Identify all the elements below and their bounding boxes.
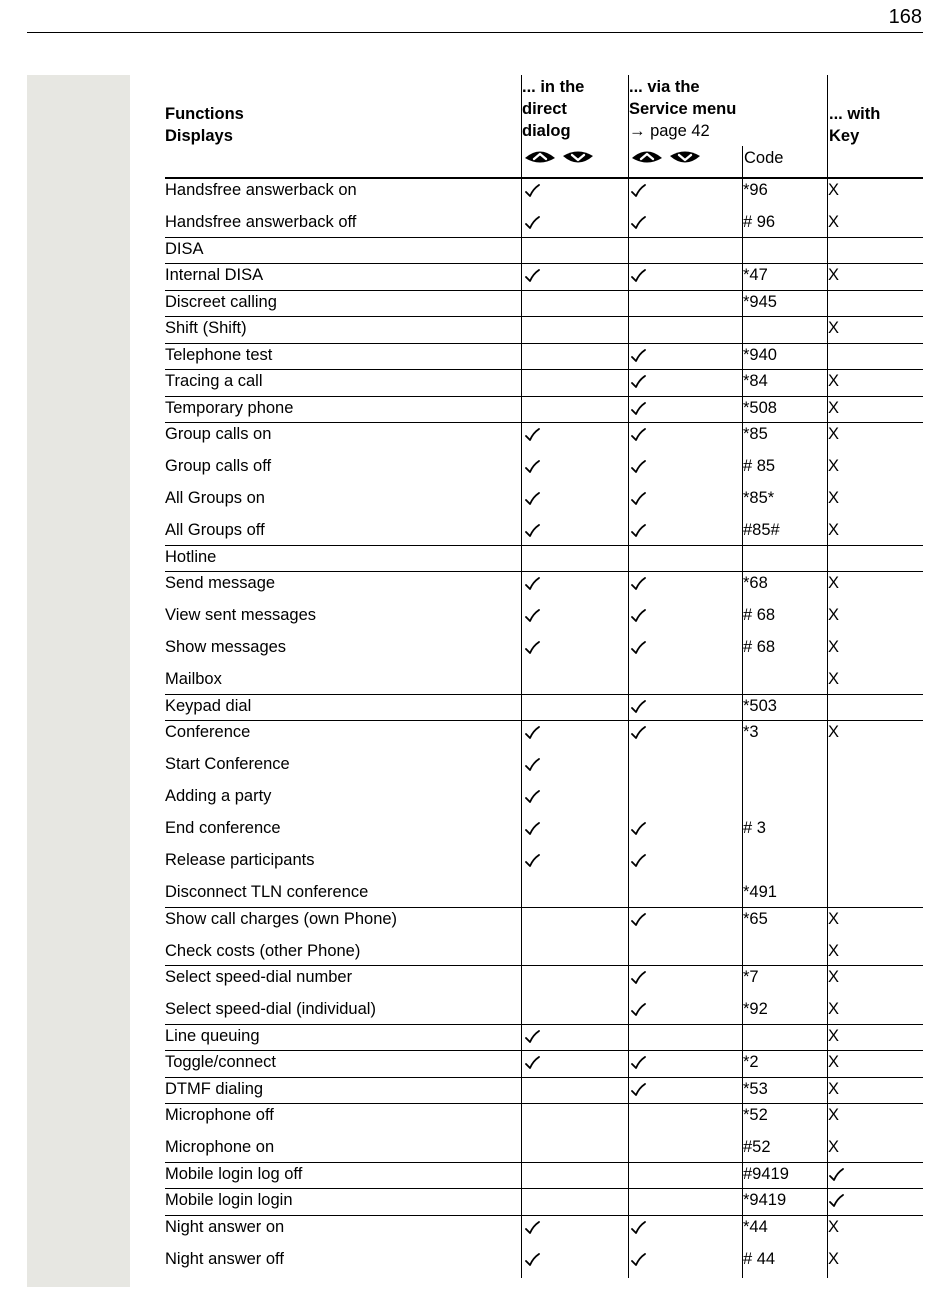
- check-mark-icon: [630, 726, 646, 740]
- table-row: [165, 317, 923, 344]
- check-mark-icon: [630, 700, 646, 714]
- table-row: [165, 753, 923, 785]
- code-value: *508: [743, 398, 777, 417]
- check-mark-icon: [630, 375, 646, 389]
- side-panel: [27, 75, 130, 1287]
- key-value: X: [828, 968, 840, 986]
- function-label: Mailbox: [165, 670, 222, 688]
- function-label: Disconnect TLN conference: [165, 883, 369, 901]
- service-menu-check: [630, 1253, 646, 1267]
- table-row: [165, 668, 923, 695]
- table-row: [165, 1051, 923, 1078]
- direct-dialog-check: [524, 609, 540, 623]
- check-mark-icon: [524, 577, 540, 591]
- key-value: X: [828, 425, 840, 443]
- code-value: #9419: [743, 1164, 789, 1183]
- table-row: [165, 1078, 923, 1105]
- code-value: *68: [743, 574, 768, 592]
- direct-dialog-check: [524, 790, 540, 804]
- header-direct-line2: direct: [522, 100, 567, 118]
- check-mark-icon: [630, 524, 646, 538]
- code-value: *92: [743, 1000, 768, 1018]
- service-menu-check: [630, 971, 646, 985]
- code-value: # 44: [743, 1249, 776, 1268]
- direct-dialog-check: [524, 460, 540, 474]
- check-mark-icon: [524, 524, 540, 538]
- function-label: Handsfree answerback on: [165, 181, 357, 199]
- direct-dialog-check: [524, 269, 540, 283]
- check-mark-icon: [630, 609, 646, 623]
- check-mark-icon: [630, 402, 646, 416]
- service-menu-check: [630, 1056, 646, 1070]
- nav-down-key-icon: [669, 147, 701, 167]
- direct-dialog-check: [524, 524, 540, 538]
- function-label: Conference: [165, 723, 251, 741]
- function-table-body: [165, 179, 923, 1280]
- check-mark-icon: [524, 758, 540, 772]
- header-direct-line3: dialog: [522, 122, 571, 140]
- check-mark-icon: [630, 1083, 646, 1097]
- service-menu-check: [630, 822, 646, 836]
- key-value: X: [828, 1138, 840, 1156]
- code-value: *7: [743, 968, 759, 986]
- service-menu-check: [630, 524, 646, 538]
- table-row: [165, 519, 923, 546]
- function-label: Select speed-dial (individual): [165, 1000, 376, 1018]
- function-label: Release participants: [165, 851, 315, 869]
- check-mark-icon: [524, 790, 540, 804]
- check-mark-icon: [524, 854, 540, 868]
- check-mark-icon: [524, 609, 540, 623]
- table-row: [165, 604, 923, 636]
- service-menu-check: [630, 428, 646, 442]
- page-number: 168: [888, 6, 922, 28]
- table-row: [165, 1216, 923, 1248]
- check-mark-icon: [630, 1221, 646, 1235]
- key-value: X: [828, 1106, 840, 1124]
- function-label: Group calls on: [165, 425, 272, 443]
- header-functions-line1: Functions: [165, 105, 244, 123]
- key-value: X: [828, 266, 840, 284]
- header-direct-dialog: [522, 76, 584, 142]
- key-value: X: [828, 638, 840, 656]
- table-row: [165, 1189, 923, 1216]
- key-value: X: [828, 941, 840, 960]
- direct-dialog-check: [524, 854, 540, 868]
- table-row: [165, 636, 923, 668]
- code-value: #52: [743, 1138, 771, 1156]
- check-mark-icon: [524, 269, 540, 283]
- table-row: [165, 998, 923, 1025]
- function-label: Keypad dial: [165, 696, 252, 715]
- table-row: [165, 546, 923, 573]
- check-mark-icon: [524, 428, 540, 442]
- table-row: [165, 849, 923, 881]
- function-label: Handsfree answerback off: [165, 213, 357, 231]
- table-row: [165, 940, 923, 967]
- direct-dialog-check: [524, 1253, 540, 1267]
- table-row: [165, 572, 923, 604]
- service-menu-check: [630, 854, 646, 868]
- check-mark-icon: [630, 184, 646, 198]
- code-value: *945: [743, 292, 777, 311]
- code-value: *503: [743, 696, 777, 715]
- table-row: [165, 908, 923, 940]
- service-menu-check: [630, 700, 646, 714]
- key-value: X: [828, 319, 840, 337]
- table-row: [165, 695, 923, 722]
- function-label: Night answer on: [165, 1217, 285, 1236]
- function-label: Microphone on: [165, 1138, 275, 1156]
- function-label: Mobile login log off: [165, 1164, 303, 1183]
- direct-dialog-check: [524, 216, 540, 230]
- table-row: [165, 423, 923, 455]
- direct-dialog-check: [524, 1221, 540, 1235]
- function-label: Microphone off: [165, 1106, 274, 1124]
- check-mark-icon: [630, 854, 646, 868]
- check-mark-icon: [524, 216, 540, 230]
- check-mark-icon: [524, 1056, 540, 1070]
- code-value: # 68: [743, 638, 776, 656]
- direct-dialog-check: [524, 492, 540, 506]
- code-value: *65: [743, 909, 768, 928]
- direct-dialog-check: [524, 726, 540, 740]
- header-direct-line1: ... in the: [522, 78, 585, 96]
- table-row: [165, 291, 923, 318]
- code-value: # 68: [743, 606, 776, 624]
- key-value: X: [828, 1217, 840, 1236]
- key-value: X: [828, 1079, 840, 1098]
- check-mark-icon: [524, 1221, 540, 1235]
- table-row: [165, 179, 923, 211]
- table-row: [165, 397, 923, 424]
- table-row: [165, 1025, 923, 1052]
- table-row: [165, 211, 923, 238]
- key-check: [828, 1194, 844, 1208]
- service-menu-check: [630, 492, 646, 506]
- service-menu-check: [630, 1003, 646, 1017]
- check-mark-icon: [524, 1030, 540, 1044]
- function-label: Send message: [165, 574, 276, 592]
- table-row: [165, 344, 923, 371]
- table-row: [165, 817, 923, 849]
- check-mark-icon: [524, 822, 540, 836]
- check-mark-icon: [630, 349, 646, 363]
- direct-dialog-check: [524, 1056, 540, 1070]
- key-value: X: [828, 213, 840, 231]
- key-value: X: [828, 909, 840, 928]
- check-mark-icon: [630, 428, 646, 442]
- function-label: Group calls off: [165, 457, 272, 475]
- key-value: X: [828, 181, 840, 199]
- table-row: [165, 966, 923, 998]
- service-menu-check: [630, 184, 646, 198]
- direct-dialog-check: [524, 758, 540, 772]
- table-row: [165, 1104, 923, 1136]
- code-value: *85*: [743, 489, 775, 507]
- check-mark-icon: [524, 460, 540, 474]
- code-value: # 85: [743, 457, 776, 475]
- service-menu-check: [630, 349, 646, 363]
- key-value: X: [828, 457, 840, 475]
- function-label: Show call charges (own Phone): [165, 909, 398, 928]
- check-mark-icon: [524, 726, 540, 740]
- service-menu-check: [630, 269, 646, 283]
- header-functions-line2: Displays: [165, 127, 233, 145]
- service-menu-check: [630, 641, 646, 655]
- service-menu-check: [630, 577, 646, 591]
- key-value: X: [828, 1000, 840, 1018]
- check-mark-icon: [524, 184, 540, 198]
- check-mark-icon: [630, 577, 646, 591]
- direct-dialog-check: [524, 184, 540, 198]
- table-row: [165, 1248, 923, 1280]
- service-menu-check: [630, 1083, 646, 1097]
- function-label: Check costs (other Phone): [165, 941, 361, 960]
- top-rule: [27, 32, 923, 33]
- service-menu-check: [630, 726, 646, 740]
- code-value: *3: [743, 723, 759, 741]
- function-label: Discreet calling: [165, 292, 277, 311]
- function-label: Tracing a call: [165, 372, 263, 390]
- table-row: [165, 455, 923, 487]
- check-mark-icon: [630, 641, 646, 655]
- key-value: X: [828, 723, 840, 741]
- check-mark-icon: [630, 216, 646, 230]
- table-row: [165, 1136, 923, 1163]
- function-label: Toggle/connect: [165, 1053, 276, 1071]
- direct-dialog-check: [524, 641, 540, 655]
- header-code: Code: [744, 149, 784, 167]
- function-label: Adding a party: [165, 787, 272, 805]
- function-label: Internal DISA: [165, 266, 264, 284]
- direct-dialog-check: [524, 1030, 540, 1044]
- check-mark-icon: [630, 971, 646, 985]
- service-menu-check: [630, 402, 646, 416]
- direct-dialog-check: [524, 428, 540, 442]
- code-value: #85#: [743, 521, 780, 539]
- table-row: [165, 264, 923, 291]
- key-value: X: [828, 1249, 840, 1268]
- check-mark-icon: [524, 492, 540, 506]
- function-label: End conference: [165, 819, 281, 837]
- key-value: X: [828, 606, 840, 624]
- key-value: X: [828, 489, 840, 507]
- function-label: Hotline: [165, 547, 217, 566]
- nav-up-key-icon: [631, 147, 663, 167]
- check-mark-icon: [630, 913, 646, 927]
- check-mark-icon: [630, 1253, 646, 1267]
- header-service-line1: ... via the: [629, 78, 700, 96]
- direct-dialog-nav-keys: [524, 147, 594, 167]
- header-with-key: [829, 103, 880, 147]
- table-row: [165, 1163, 923, 1190]
- key-value: X: [828, 670, 840, 688]
- check-mark-icon: [630, 822, 646, 836]
- check-mark-icon: [524, 1253, 540, 1267]
- header-functions: [165, 103, 244, 147]
- key-value: X: [828, 398, 840, 417]
- key-value: X: [828, 521, 840, 539]
- code-value: *47: [743, 266, 768, 284]
- key-value: X: [828, 1053, 840, 1071]
- header-key-line1: ... with: [829, 105, 881, 123]
- check-mark-icon: [828, 1168, 844, 1182]
- table-row: [165, 487, 923, 519]
- header-key-line2: Key: [829, 127, 860, 145]
- check-mark-icon: [630, 460, 646, 474]
- code-value: *84: [743, 372, 768, 390]
- function-label: Start Conference: [165, 755, 290, 773]
- direct-dialog-check: [524, 822, 540, 836]
- function-label: Line queuing: [165, 1026, 260, 1045]
- service-menu-check: [630, 609, 646, 623]
- key-value: X: [828, 372, 840, 390]
- function-label: Mobile login login: [165, 1191, 293, 1209]
- code-value: *52: [743, 1106, 768, 1124]
- check-mark-icon: [630, 269, 646, 283]
- function-label: Temporary phone: [165, 398, 294, 417]
- header-service-page-ref: → page 42: [629, 122, 710, 140]
- code-value: *2: [743, 1053, 759, 1071]
- code-value: # 3: [743, 819, 766, 837]
- check-mark-icon: [630, 1003, 646, 1017]
- function-label: Show messages: [165, 638, 287, 656]
- code-value: # 96: [743, 213, 776, 231]
- code-value: *85: [743, 425, 768, 443]
- direct-dialog-check: [524, 577, 540, 591]
- code-value: *53: [743, 1079, 768, 1098]
- function-label: DTMF dialing: [165, 1079, 264, 1098]
- service-menu-check: [630, 375, 646, 389]
- code-value: *491: [743, 883, 777, 901]
- service-menu-check: [630, 913, 646, 927]
- header-service-line2: Service menu: [629, 100, 737, 118]
- service-menu-nav-keys: [631, 147, 701, 167]
- function-label: Night answer off: [165, 1249, 284, 1268]
- code-value: *96: [743, 181, 768, 199]
- function-label: Shift (Shift): [165, 319, 247, 337]
- key-value: X: [828, 1026, 840, 1045]
- service-menu-check: [630, 460, 646, 474]
- key-value: X: [828, 574, 840, 592]
- check-mark-icon: [828, 1194, 844, 1208]
- function-label: All Groups on: [165, 489, 265, 507]
- table-row: [165, 881, 923, 908]
- code-value: *9419: [743, 1191, 787, 1209]
- service-menu-check: [630, 216, 646, 230]
- function-label: DISA: [165, 239, 204, 258]
- check-mark-icon: [630, 492, 646, 506]
- function-label: All Groups off: [165, 521, 265, 539]
- table-row: [165, 721, 923, 753]
- nav-down-key-icon: [562, 147, 594, 167]
- table-row: [165, 238, 923, 265]
- function-label: Telephone test: [165, 345, 273, 364]
- check-mark-icon: [630, 1056, 646, 1070]
- table-row: [165, 785, 923, 817]
- nav-up-key-icon: [524, 147, 556, 167]
- check-mark-icon: [524, 641, 540, 655]
- key-check: [828, 1168, 844, 1182]
- code-value: *44: [743, 1217, 768, 1236]
- table-row: [165, 370, 923, 397]
- header-service-menu: [629, 76, 736, 142]
- function-label: Select speed-dial number: [165, 968, 353, 986]
- code-value: *940: [743, 345, 777, 364]
- function-label: View sent messages: [165, 606, 317, 624]
- service-menu-check: [630, 1221, 646, 1235]
